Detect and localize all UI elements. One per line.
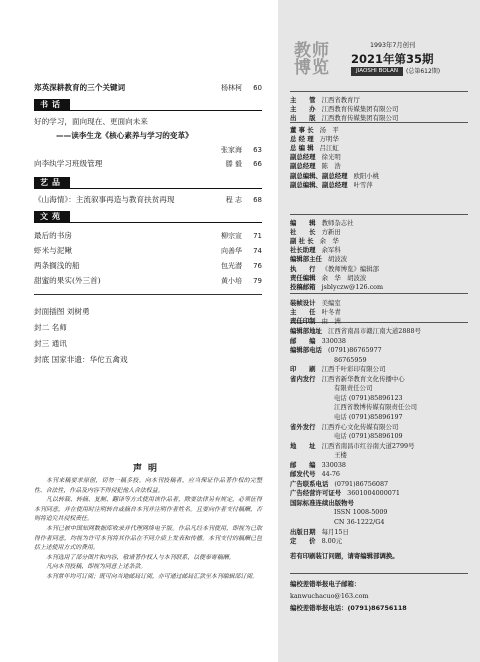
logo-line: 博览 xyxy=(294,58,330,78)
toc-item-author: 滕 毅 xyxy=(225,160,242,168)
cover-credit: 封底 国家非遗：华佗五禽戏 xyxy=(34,355,128,364)
credit-value: 美编室 xyxy=(321,299,341,307)
credit-value: 有限责任公司 xyxy=(334,384,373,393)
credit-row xyxy=(290,327,421,336)
section-label: 文苑 xyxy=(34,211,70,222)
issue-number: 2021年第35期 xyxy=(351,52,434,66)
credit-value: ISSN 1008-5009 xyxy=(334,508,388,517)
credit-key: 编 辑 xyxy=(290,219,316,227)
credit-key: 责任印制 xyxy=(290,317,316,326)
credit-key: 副总经理 xyxy=(290,153,316,162)
credit-key: 邮 编 xyxy=(290,336,316,345)
credit-value: 由 洲 xyxy=(321,317,341,326)
credit-row xyxy=(290,451,347,460)
credit-value: jsblyczw@126.com xyxy=(321,282,384,291)
section-label: 书话 xyxy=(34,99,70,110)
credit-key: 定 价 xyxy=(290,537,316,546)
credit-key: 省内发行 xyxy=(290,374,316,383)
credit-key: 邮发代号 xyxy=(290,470,316,479)
toc-item-page: 68 xyxy=(253,196,262,204)
credit-key: 出版日期 xyxy=(290,527,316,536)
credit-row xyxy=(290,308,341,317)
pinyin-title: JIAOSHI BOLAN xyxy=(351,67,403,76)
credit-key: 地 址 xyxy=(290,441,316,450)
credit-key: 责任编辑 xyxy=(290,273,316,282)
credit-value: 余 华 胡波波 xyxy=(321,273,367,282)
credit-value: 330038 xyxy=(321,460,346,469)
credit-row xyxy=(290,403,417,412)
divider xyxy=(290,214,468,215)
credit-row xyxy=(290,461,346,470)
mail-phone: 编校差错举报电话：(0791)86756118 xyxy=(290,604,407,612)
credit-key: 总 经 理 xyxy=(290,135,314,144)
credit-row xyxy=(290,96,360,105)
credit-value: 3601004000071 xyxy=(347,489,400,498)
credit-value: 吕江虹 xyxy=(319,144,339,153)
credit-key: 投稿邮箱 xyxy=(290,282,316,291)
credit-row xyxy=(290,135,339,144)
notice-paragraph: 本刊来稿要求原创，切勿一稿多投。向本刊投稿者，应当保证作品著作权的完整性、合法性，作品及内容不得侵犯他人合法权益。 xyxy=(34,478,262,494)
total-issue: (总第612期) xyxy=(406,68,441,75)
credit-key: 董 事 长 xyxy=(290,126,314,134)
credit-row xyxy=(290,181,373,190)
credit-key: 副总编辑、副总经理 xyxy=(290,171,348,180)
toc-item-page: 63 xyxy=(253,146,262,154)
credit-row xyxy=(290,375,405,384)
toc-item[interactable] xyxy=(34,244,262,258)
toc-item[interactable] xyxy=(34,193,262,207)
credit-value: 江西教育传媒集团有限公司 xyxy=(321,114,399,122)
footer-note: 若有印刷装订问题，请寄编辑部调换。 xyxy=(290,552,399,560)
credit-row xyxy=(290,413,403,422)
credit-value: 万明华 xyxy=(319,135,339,144)
credit-value: 330038 xyxy=(321,336,346,345)
credit-key: 装帧设计 xyxy=(290,299,316,307)
credit-key: 执 行 xyxy=(290,264,316,273)
credit-row xyxy=(290,144,339,153)
credit-key: 社 长 xyxy=(290,228,316,237)
credit-value: 江西省南昌市红谷南大道2799号 xyxy=(321,441,415,450)
credit-value: 江西省教博传媒有限责任公司 xyxy=(334,403,418,412)
credit-row xyxy=(290,480,388,489)
credit-row xyxy=(290,423,398,432)
toc-item[interactable] xyxy=(34,157,262,171)
credit-row xyxy=(290,255,347,264)
cover-credit: 封三 通讯 xyxy=(34,339,67,348)
credit-value: 叶冬青 xyxy=(321,308,341,317)
credit-value: 电话 (0791)85896123 xyxy=(334,393,403,402)
credit-value: 教师杂志社 xyxy=(321,219,354,227)
credit-value: 徐光明 xyxy=(321,153,341,162)
credit-row xyxy=(290,356,367,365)
credit-value: 《教师博览》编辑部 xyxy=(321,264,380,273)
credit-row xyxy=(290,528,349,537)
toc-item-title: 《山海情》：主流叙事再造与教育扶贫再现 xyxy=(34,195,175,204)
credit-row xyxy=(290,432,403,441)
toc-item-page: 66 xyxy=(253,160,262,168)
section-label: 艺品 xyxy=(34,177,70,188)
credit-key: 省外发行 xyxy=(290,422,316,431)
credit-row xyxy=(290,346,382,355)
credit-value: 电话 (0791)85896197 xyxy=(334,412,403,421)
credit-value: 叶雪萍 xyxy=(353,180,373,189)
credit-value: 王楼 xyxy=(334,451,347,460)
toc-item-page: 76 xyxy=(253,262,262,270)
credit-value: 86765959 xyxy=(334,355,367,364)
credit-key: 总 编 辑 xyxy=(290,144,314,153)
toc-item-title: 虾米与泥鳅 xyxy=(34,246,72,255)
credit-row xyxy=(290,470,340,479)
toc-item-title: 向李纨学习班级管理 xyxy=(34,159,103,168)
credit-row xyxy=(290,219,354,228)
masthead-panel xyxy=(278,0,480,662)
notice-paragraph: 本刊选用了部分图片和内容，敬请著作权人与本刊联系，以便奉寄稿酬。 xyxy=(46,554,235,561)
credit-row xyxy=(290,394,403,403)
toc-item-author: 柳宗宣 xyxy=(221,232,242,240)
toc-item-author: 杨林柯 xyxy=(221,84,242,92)
toc-item-title: 甜蜜的果实(外三首) xyxy=(34,276,101,285)
divider xyxy=(34,294,262,295)
credit-row xyxy=(290,283,383,292)
credit-value: 江西教育传媒集团有限公司 xyxy=(321,105,399,113)
credit-row xyxy=(290,384,372,393)
divider xyxy=(290,573,468,574)
credit-row xyxy=(290,499,360,508)
credit-row xyxy=(290,442,415,451)
credit-key: 副总经理 xyxy=(290,162,316,171)
toc-item-title: 两条搁浅的船 xyxy=(34,261,80,270)
toc-item[interactable] xyxy=(34,115,262,129)
credit-key: 编辑部电话 xyxy=(290,346,322,355)
credit-key: 社长助理 xyxy=(290,246,316,255)
credit-value: 胡波波 xyxy=(327,255,348,264)
credit-row xyxy=(290,317,341,326)
credit-row xyxy=(290,299,341,308)
credit-row xyxy=(290,105,398,114)
credit-value: (0791)86756087 xyxy=(334,479,389,488)
magazine-logo xyxy=(294,42,354,76)
credit-value: 江西省教育厅 xyxy=(321,96,360,104)
credit-value: 江西省南昌市赣江南大道2888号 xyxy=(327,327,421,335)
credit-row xyxy=(290,126,339,135)
credit-row xyxy=(290,365,385,374)
divider xyxy=(290,91,468,92)
credit-row xyxy=(290,172,379,181)
credit-row xyxy=(290,228,341,237)
divider xyxy=(290,293,468,294)
credit-row xyxy=(290,274,366,283)
credit-value: (0791)86765977 xyxy=(327,346,382,355)
cover-credit: 封面插图 刘树勇 xyxy=(34,307,90,316)
credit-value: 方新田 xyxy=(321,228,341,237)
credit-key: 副 社 长 xyxy=(290,237,314,246)
credit-value: 44-76 xyxy=(321,470,340,479)
credit-row xyxy=(290,162,341,171)
toc-item-author: 黄小培 xyxy=(221,277,242,285)
mail-address: kanwuchacuo@163.com xyxy=(290,592,369,600)
mail-title: 编校差错举报电子邮箱： xyxy=(290,580,361,588)
notice-paragraph: 凡以转载、转摘、复制、翻译等方式使用该作品者，除要法律另有规定，必须征得本刊同意，并在使用时注明转自或摘自本刊并注明作者姓名。且要向作者支付稿酬，否则将追究其侵权责任。 xyxy=(34,497,262,523)
notice-body xyxy=(34,477,262,583)
credit-key: 广告联系电话 xyxy=(290,479,329,488)
credit-key: 主 管 xyxy=(290,96,316,104)
toc-item-author: 张家海 xyxy=(221,146,242,154)
credit-value: 8.00元 xyxy=(321,537,343,546)
notice-paragraph: 本刊常年均可订阅；既可向当地邮局订阅，亦可通过邮局汇款至本刊编辑部订阅。 xyxy=(46,573,259,580)
credit-value: 江西千叶彩印有限公司 xyxy=(321,365,386,374)
toc-item-author: 包光潜 xyxy=(221,262,242,270)
credit-row xyxy=(290,153,341,162)
toc-item[interactable] xyxy=(34,143,262,157)
credit-value: 汤 平 xyxy=(319,126,339,134)
notice-title: 声明 xyxy=(132,464,163,474)
section-header-yipin xyxy=(34,177,262,188)
credit-value: 余 华 xyxy=(319,237,339,246)
credit-row xyxy=(290,489,400,498)
credit-value: 陈 浩 xyxy=(321,162,341,171)
credit-value: 每月15日 xyxy=(321,527,349,536)
credit-row xyxy=(290,508,387,517)
toc-item-author: 向善华 xyxy=(221,247,242,255)
toc-item-title: 好的学习，面向现在、更面向未来 xyxy=(34,117,148,126)
toc-item-page: 79 xyxy=(253,277,262,285)
section-header-wenyuan xyxy=(34,211,262,222)
credit-value: 电话 (0791)85896109 xyxy=(334,432,403,441)
toc-item-title: ——读李生龙《核心素养与学习的变革》 xyxy=(56,131,193,140)
credit-key: 印 刷 xyxy=(290,365,316,374)
toc-item[interactable] xyxy=(34,259,262,273)
credit-key: 广告经营许可证号 xyxy=(290,489,342,498)
credit-row xyxy=(290,518,384,527)
credit-value: 江西省新华教育文化传播中心 xyxy=(321,374,405,383)
toc-item-title: 最后的书房 xyxy=(34,231,72,240)
toc-item-page: 71 xyxy=(253,232,262,240)
toc-item-subtitle xyxy=(34,129,262,143)
toc-item[interactable] xyxy=(34,274,262,288)
toc-item-title: 郑英深耕教育的三个关键词 xyxy=(34,83,126,92)
notice-paragraph: 本刊已被中国知网数据库收录并代理网络电子版。作品凡经本刊使用，即视为已取得作者同意，均视为许可本刊将其作品在不同介质上发表和传播。本刊支付的稿酬已包括上述使用方式的费用。 xyxy=(34,525,262,552)
credit-value: CN 36-1222/G4 xyxy=(334,518,385,526)
credit-value: 江西乔心文化传媒有限公司 xyxy=(321,422,399,431)
credit-key: 主 任 xyxy=(290,308,316,317)
credit-value: 欧阳小桃 xyxy=(353,171,380,180)
credit-row xyxy=(290,537,342,546)
credit-key: 副总编辑、副总经理 xyxy=(290,180,348,189)
founded-date: 1993年7月创刊 xyxy=(370,42,416,49)
credit-key: 国际标准连续出版物号 xyxy=(290,498,354,507)
credit-row xyxy=(290,114,398,123)
credit-key: 编辑部主任 xyxy=(290,255,322,264)
credit-key: 主 办 xyxy=(290,105,316,113)
credit-key: 邮 编 xyxy=(290,460,316,469)
toc-item-page: 74 xyxy=(253,247,262,255)
notice-paragraph: 凡向本刊投稿，即视为同意上述条款。 xyxy=(46,564,147,571)
credit-row xyxy=(290,237,339,246)
cover-credit: 封二 名师 xyxy=(34,323,67,332)
credit-key: 编辑部地址 xyxy=(290,327,322,335)
credit-row xyxy=(290,246,341,255)
credit-value: 余军科 xyxy=(321,246,341,255)
credit-key: 出 版 xyxy=(290,114,316,122)
toc-item-page: 60 xyxy=(253,84,262,92)
toc-item[interactable] xyxy=(34,81,262,95)
toc-item-author: 程 志 xyxy=(225,196,242,204)
toc-item[interactable] xyxy=(34,229,262,243)
section-header-shuhua xyxy=(34,99,262,110)
credit-row xyxy=(290,337,346,346)
logo-line: 教师 xyxy=(294,41,330,61)
credit-row xyxy=(290,265,379,274)
